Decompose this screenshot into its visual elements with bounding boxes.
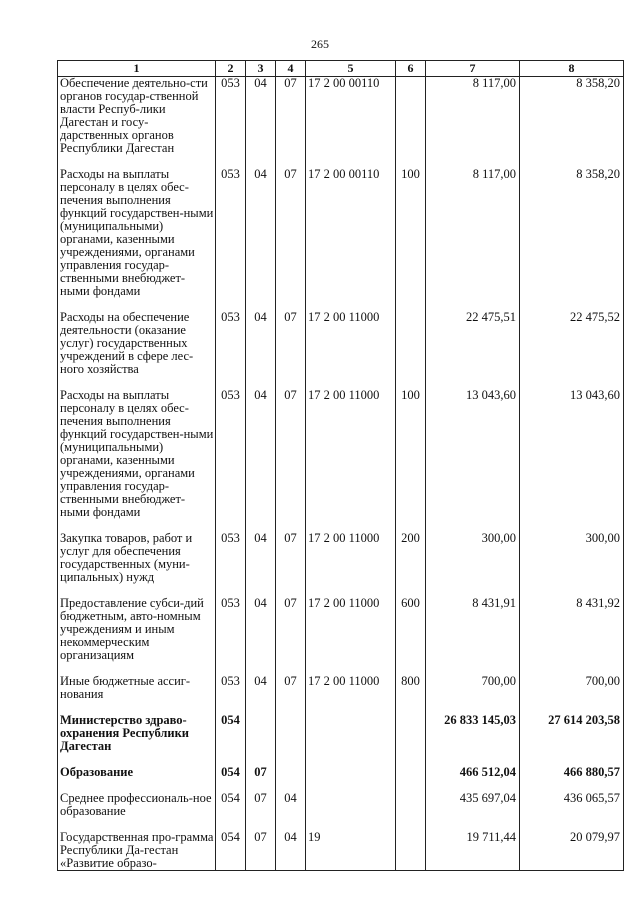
row-grbs-text: 053 xyxy=(221,596,240,610)
row-grbs-text: 053 xyxy=(221,388,240,402)
row-expense-type xyxy=(396,714,426,766)
row-target-article xyxy=(306,766,396,792)
row-amount-year-1 xyxy=(426,311,520,389)
row-name xyxy=(58,597,216,675)
row-subsection xyxy=(276,766,306,792)
row-expense-type xyxy=(396,597,426,675)
row-target-article xyxy=(306,675,396,714)
row-amount-year-1-text: 19 711,44 xyxy=(466,830,516,844)
row-section-text: 04 xyxy=(254,388,267,402)
row-name-text: Предоставление субси-дий бюджетным, авто-номным учреждениям и иным некоммерческим организациям xyxy=(60,596,204,662)
row-subsection xyxy=(276,311,306,389)
row-amount-year-2 xyxy=(520,389,624,532)
row-target-article xyxy=(306,168,396,311)
row-subsection-text: 07 xyxy=(284,596,297,610)
row-grbs xyxy=(216,168,246,311)
row-target-article xyxy=(306,389,396,532)
row-name-text: Среднее профессиональ-ное образование xyxy=(60,791,212,818)
row-amount-year-1-text: 13 043,60 xyxy=(466,388,516,402)
row-grbs-text: 054 xyxy=(221,765,240,779)
row-subsection-text: 07 xyxy=(284,674,297,688)
row-grbs xyxy=(216,389,246,532)
table-row xyxy=(58,311,624,389)
row-amount-year-1-text: 435 697,04 xyxy=(459,791,516,805)
row-section xyxy=(246,389,276,532)
row-amount-year-1-text: 26 833 145,03 xyxy=(444,713,516,727)
row-amount-year-2-text: 22 475,52 xyxy=(570,310,620,324)
table-row xyxy=(58,675,624,714)
row-expense-type-text: 200 xyxy=(401,531,420,545)
row-name xyxy=(58,532,216,597)
row-amount-year-2-text: 13 043,60 xyxy=(570,388,620,402)
row-expense-type xyxy=(396,389,426,532)
row-expense-type xyxy=(396,831,426,871)
row-amount-year-2 xyxy=(520,532,624,597)
row-section-text: 04 xyxy=(254,674,267,688)
row-name xyxy=(58,831,216,871)
row-expense-type xyxy=(396,675,426,714)
row-subsection xyxy=(276,675,306,714)
row-subsection-text: 04 xyxy=(284,830,297,844)
row-amount-year-2-text: 8 431,92 xyxy=(576,596,620,610)
row-target-article xyxy=(306,792,396,831)
row-amount-year-2 xyxy=(520,675,624,714)
row-grbs xyxy=(216,675,246,714)
row-name-text: Министерство здраво-охранения Республики Дагестан xyxy=(60,713,189,753)
row-amount-year-1-text: 700,00 xyxy=(481,674,516,688)
row-section xyxy=(246,831,276,871)
row-amount-year-1 xyxy=(426,831,520,871)
row-section xyxy=(246,714,276,766)
row-amount-year-1-text: 22 475,51 xyxy=(466,310,516,324)
row-grbs-text: 053 xyxy=(221,76,240,90)
header-col-6: 6 xyxy=(396,61,426,77)
row-amount-year-2-text: 300,00 xyxy=(585,531,620,545)
row-subsection xyxy=(276,714,306,766)
row-expense-type-text: 600 xyxy=(401,596,420,610)
row-grbs-text: 053 xyxy=(221,310,240,324)
table-row xyxy=(58,389,624,532)
row-amount-year-2 xyxy=(520,311,624,389)
table-row xyxy=(58,168,624,311)
row-target-article-text: 17 2 00 11000 xyxy=(308,388,380,402)
row-subsection-text: 07 xyxy=(284,388,297,402)
row-name-text: Закупка товаров, работ и услуг для обеспечения государственных (муни-ципальных) нужд xyxy=(60,531,193,584)
header-col-8: 8 xyxy=(520,61,624,77)
row-grbs xyxy=(216,77,246,169)
row-amount-year-1 xyxy=(426,77,520,169)
row-section xyxy=(246,77,276,169)
row-subsection xyxy=(276,389,306,532)
row-target-article-text: 17 2 00 11000 xyxy=(308,531,380,545)
row-amount-year-1 xyxy=(426,766,520,792)
row-section xyxy=(246,311,276,389)
row-grbs-text: 054 xyxy=(221,713,240,727)
table-row xyxy=(58,77,624,169)
row-subsection xyxy=(276,597,306,675)
row-subsection xyxy=(276,792,306,831)
row-grbs-text: 053 xyxy=(221,167,240,181)
row-amount-year-2-text: 27 614 203,58 xyxy=(548,713,620,727)
row-grbs-text: 053 xyxy=(221,674,240,688)
row-grbs-text: 054 xyxy=(221,791,240,805)
row-name-text: Расходы на выплаты персоналу в целях обес-печения выполнения функций государствен-ными (муниципальными) органами, казенными учреждениями, органами управления государ-ственными внебюджет-ными фондами xyxy=(60,388,214,519)
row-amount-year-1-text: 8 117,00 xyxy=(472,76,516,90)
row-subsection-text: 07 xyxy=(284,76,297,90)
row-subsection xyxy=(276,168,306,311)
row-amount-year-2 xyxy=(520,792,624,831)
row-grbs xyxy=(216,311,246,389)
row-target-article-text: 17 2 00 11000 xyxy=(308,310,380,324)
table-body xyxy=(58,77,624,871)
row-target-article xyxy=(306,532,396,597)
row-section xyxy=(246,766,276,792)
row-target-article-text: 19 xyxy=(308,830,321,844)
row-expense-type-text: 100 xyxy=(401,388,420,402)
header-col-1: 1 xyxy=(58,61,216,77)
row-section xyxy=(246,168,276,311)
row-expense-type-text: 100 xyxy=(401,167,420,181)
row-amount-year-2-text: 8 358,20 xyxy=(576,167,620,181)
row-amount-year-2-text: 20 079,97 xyxy=(570,830,620,844)
page-number: 265 xyxy=(311,37,329,51)
row-amount-year-2 xyxy=(520,168,624,311)
row-amount-year-1 xyxy=(426,675,520,714)
row-amount-year-2-text: 466 880,57 xyxy=(563,765,620,779)
table-row xyxy=(58,597,624,675)
row-subsection-text: 07 xyxy=(284,310,297,324)
row-amount-year-1-text: 466 512,04 xyxy=(459,765,516,779)
row-name-text: Расходы на выплаты персоналу в целях обес-печения выполнения функций государствен-ными (муниципальными) органами, казенными учреждениями, органами управления государ-ственными внебюджет-ными фондами xyxy=(60,167,214,298)
row-amount-year-1 xyxy=(426,168,520,311)
row-name xyxy=(58,766,216,792)
row-amount-year-1-text: 8 431,91 xyxy=(472,596,516,610)
row-grbs xyxy=(216,831,246,871)
table-row xyxy=(58,532,624,597)
row-amount-year-1 xyxy=(426,792,520,831)
row-section xyxy=(246,792,276,831)
row-name-text: Образование xyxy=(60,765,134,779)
row-grbs-text: 054 xyxy=(221,830,240,844)
row-target-article xyxy=(306,831,396,871)
row-amount-year-1-text: 300,00 xyxy=(481,531,516,545)
row-target-article-text: 17 2 00 11000 xyxy=(308,674,380,688)
row-section-text: 07 xyxy=(254,765,267,779)
row-expense-type xyxy=(396,766,426,792)
row-name-text: Расходы на обеспечение деятельности (оказание услуг) государственных учреждений в сфере лес-ного хозяйства xyxy=(60,310,194,376)
row-section-text: 04 xyxy=(254,76,267,90)
row-grbs-text: 053 xyxy=(221,531,240,545)
row-expense-type xyxy=(396,77,426,169)
row-expense-type xyxy=(396,792,426,831)
row-amount-year-2 xyxy=(520,766,624,792)
header-col-3: 3 xyxy=(246,61,276,77)
row-subsection xyxy=(276,77,306,169)
table-row xyxy=(58,714,624,766)
row-name xyxy=(58,168,216,311)
row-subsection-text: 04 xyxy=(284,791,297,805)
row-section-text: 04 xyxy=(254,167,267,181)
row-amount-year-1 xyxy=(426,714,520,766)
header-col-5: 5 xyxy=(306,61,396,77)
row-grbs xyxy=(216,532,246,597)
row-name xyxy=(58,389,216,532)
row-amount-year-1 xyxy=(426,532,520,597)
row-amount-year-2-text: 700,00 xyxy=(585,674,620,688)
row-subsection-text: 07 xyxy=(284,167,297,181)
row-section-text: 04 xyxy=(254,310,267,324)
header-col-4: 4 xyxy=(276,61,306,77)
row-target-article-text: 17 2 00 00110 xyxy=(308,76,380,90)
budget-table xyxy=(57,60,624,871)
row-subsection xyxy=(276,831,306,871)
row-name xyxy=(58,77,216,169)
row-name-text: Государственная про-грамма Республики Да-гестан «Развитие образо- xyxy=(60,830,214,870)
row-amount-year-2-text: 436 065,57 xyxy=(563,791,620,805)
row-target-article-text: 17 2 00 00110 xyxy=(308,167,380,181)
table-row xyxy=(58,792,624,831)
row-grbs xyxy=(216,597,246,675)
table-row xyxy=(58,766,624,792)
row-grbs xyxy=(216,792,246,831)
row-grbs xyxy=(216,714,246,766)
row-subsection xyxy=(276,532,306,597)
row-grbs xyxy=(216,766,246,792)
table-row xyxy=(58,831,624,871)
row-name-text: Иные бюджетные ассиг-нования xyxy=(60,674,191,701)
row-name-text: Обеспечение деятельно-сти органов государ-ственной власти Респуб-лики Дагестан и госу-дарственных органов Республики Дагестан xyxy=(60,76,208,155)
row-expense-type xyxy=(396,311,426,389)
row-target-article xyxy=(306,597,396,675)
row-expense-type-text: 800 xyxy=(401,674,420,688)
row-target-article xyxy=(306,77,396,169)
row-expense-type xyxy=(396,532,426,597)
row-amount-year-2 xyxy=(520,831,624,871)
row-expense-type xyxy=(396,168,426,311)
row-section xyxy=(246,532,276,597)
row-section-text: 04 xyxy=(254,531,267,545)
row-name xyxy=(58,792,216,831)
row-target-article xyxy=(306,311,396,389)
row-subsection-text: 07 xyxy=(284,531,297,545)
row-amount-year-2-text: 8 358,20 xyxy=(576,76,620,90)
row-amount-year-2 xyxy=(520,77,624,169)
row-name xyxy=(58,675,216,714)
row-section-text: 07 xyxy=(254,830,267,844)
header-col-7: 7 xyxy=(426,61,520,77)
row-section-text: 04 xyxy=(254,596,267,610)
row-amount-year-1 xyxy=(426,597,520,675)
header-row xyxy=(58,61,624,77)
header-col-2: 2 xyxy=(216,61,246,77)
row-target-article-text: 17 2 00 11000 xyxy=(308,596,380,610)
row-name xyxy=(58,714,216,766)
row-section-text: 07 xyxy=(254,791,267,805)
row-amount-year-2 xyxy=(520,714,624,766)
row-target-article xyxy=(306,714,396,766)
row-section xyxy=(246,597,276,675)
row-section xyxy=(246,675,276,714)
row-name xyxy=(58,311,216,389)
row-amount-year-2 xyxy=(520,597,624,675)
row-amount-year-1 xyxy=(426,389,520,532)
row-amount-year-1-text: 8 117,00 xyxy=(472,167,516,181)
